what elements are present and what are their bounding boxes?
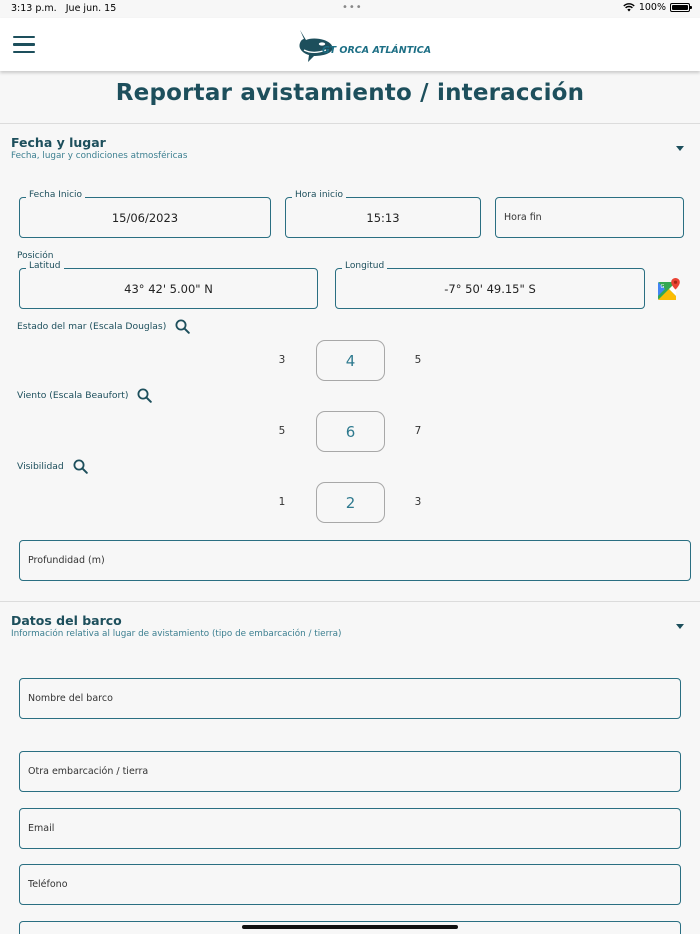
- telefono-placeholder: Teléfono: [28, 879, 68, 890]
- latitud-value: 43° 42' 5.00" N: [124, 281, 213, 296]
- battery-percent: 100%: [638, 2, 666, 13]
- estado-mar-row: [17, 319, 190, 334]
- logo-text: GT ORCA ATLÁNTICA: [322, 44, 432, 56]
- longitud-label: Longitud: [342, 261, 387, 271]
- wifi-icon: [623, 3, 635, 12]
- viento-next-value[interactable]: 7: [414, 425, 422, 437]
- status-date: Jue jun. 15: [65, 3, 117, 14]
- search-icon[interactable]: [175, 319, 190, 334]
- visibilidad-label: Visibilidad: [17, 461, 64, 472]
- otra-embarcacion-field[interactable]: [19, 751, 681, 792]
- app-logo: [296, 28, 431, 64]
- profundidad-field[interactable]: [19, 540, 691, 581]
- fecha-inicio-label: Fecha Inicio: [26, 190, 85, 200]
- posicion-label: Posición: [17, 251, 54, 261]
- fecha-inicio-field[interactable]: [19, 190, 271, 238]
- profundidad-placeholder: Profundidad (m): [28, 555, 105, 566]
- mar-next-value[interactable]: 5: [414, 354, 422, 366]
- search-icon[interactable]: [137, 388, 152, 403]
- chevron-down-icon[interactable]: [676, 146, 684, 151]
- hora-inicio-label: Hora inicio: [292, 190, 346, 200]
- nombre-barco-field[interactable]: [19, 678, 681, 719]
- multitasking-dots[interactable]: •••: [342, 2, 363, 13]
- latitud-label: Latitud: [26, 261, 64, 271]
- viento-label: Viento (Escala Beaufort): [17, 390, 129, 401]
- menu-button[interactable]: [13, 36, 35, 53]
- divider: [0, 601, 700, 602]
- email-field[interactable]: [19, 808, 681, 849]
- viento-current-value[interactable]: 6: [316, 411, 385, 452]
- hora-inicio-value: 15:13: [366, 210, 400, 225]
- fecha-inicio-value: 15/06/2023: [111, 210, 179, 225]
- latitud-field[interactable]: [19, 261, 318, 309]
- section-title-fecha-lugar[interactable]: Fecha y lugar: [11, 135, 106, 150]
- visibilidad-row: [17, 459, 88, 474]
- email-placeholder: Email: [28, 823, 55, 834]
- menu-icon: [13, 36, 35, 38]
- section-subtitle-fecha-lugar: Fecha, lugar y condiciones atmosféricas: [11, 151, 188, 161]
- telefono-field[interactable]: [19, 864, 681, 905]
- chevron-down-icon[interactable]: [676, 624, 684, 629]
- hora-inicio-field[interactable]: [285, 190, 481, 238]
- otra-embarcacion-placeholder: Otra embarcación / tierra: [28, 766, 149, 777]
- visibilidad-next-value[interactable]: 3: [414, 496, 422, 508]
- section-title-datos-barco[interactable]: Datos del barco: [11, 613, 122, 628]
- longitud-field[interactable]: [335, 261, 645, 309]
- mar-prev-value[interactable]: 3: [278, 354, 286, 366]
- divider: [0, 123, 700, 124]
- google-maps-icon[interactable]: [657, 277, 682, 301]
- page-title: Reportar avistamiento / interacción: [115, 80, 585, 106]
- hora-fin-placeholder: Hora fin: [504, 212, 542, 223]
- status-indicators: [623, 2, 690, 13]
- nombre-barco-placeholder: Nombre del barco: [28, 693, 113, 704]
- viento-row: [17, 388, 152, 403]
- section-subtitle-datos-barco: Información relativa al lugar de avistamiento (tipo de embarcación / tierra): [11, 629, 342, 639]
- visibilidad-prev-value[interactable]: 1: [278, 496, 286, 508]
- svg-text:G: G: [660, 284, 665, 290]
- hora-fin-field[interactable]: [495, 197, 684, 238]
- estado-mar-label: Estado del mar (Escala Douglas): [17, 321, 167, 332]
- battery-icon: [670, 3, 690, 12]
- visibilidad-current-value[interactable]: 2: [316, 482, 385, 523]
- mar-current-value[interactable]: 4: [316, 340, 385, 381]
- home-indicator[interactable]: [242, 925, 458, 929]
- search-icon[interactable]: [73, 459, 88, 474]
- status-time: 3:13 p.m. Jue jun. 15: [11, 3, 117, 14]
- longitud-value: -7° 50' 49.15" S: [444, 281, 536, 296]
- viento-prev-value[interactable]: 5: [278, 425, 286, 437]
